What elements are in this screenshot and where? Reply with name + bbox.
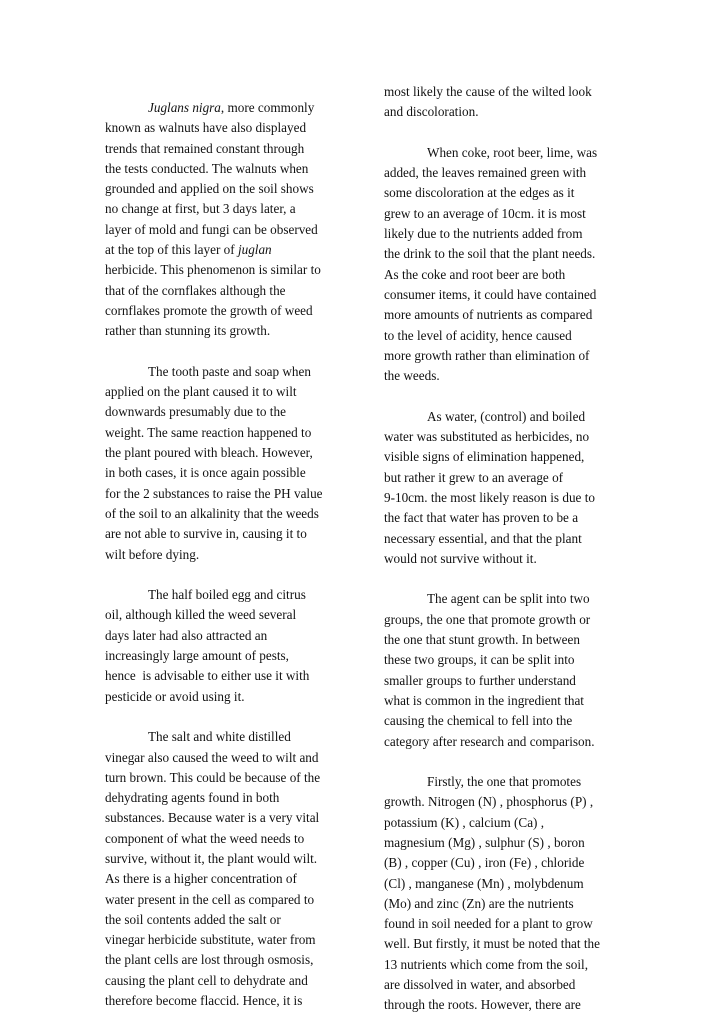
text-line: component of what the weed needs to [105,830,305,846]
text-line: for the 2 substances to raise the PH value [105,485,323,501]
text-line: the plant poured with bleach. However, [105,445,313,461]
text-line: turn brown. This could be because of the [105,769,321,785]
text-line: grounded and applied on the soil shows [105,181,314,197]
text-line: herbicide. This phenomenon is similar to [105,262,321,278]
italic-term: juglan [237,242,272,258]
paragraph-coke [384,143,628,387]
text-line: layer of mold and fungi can be observed [105,221,318,237]
text-line: increasingly large amount of pests, [105,648,289,664]
paragraph-water [384,407,628,569]
text-line: As the coke and root beer are both [384,266,566,282]
text-line: likely due to the nutrients added from [384,226,583,242]
text-line: of the soil to an alkalinity that the weeds [105,505,319,521]
text-line: are dissolved in water, and absorbed [384,977,576,993]
paragraph-salt-vinegar [105,727,345,1011]
text-line [105,240,345,260]
text-line: groups, the one that promote growth or [384,611,591,627]
text-line: (Mo) and zinc (Zn) are the nutrients [384,895,574,911]
text-line: dehydrating agents found in both [105,790,280,806]
text-line: well. But firstly, it must be noted that the [384,936,600,952]
paragraph-gap [105,707,345,727]
text-line: growth. Nitrogen (N) , phosphorus (P) , [384,794,594,810]
paragraph-continuation [384,82,628,123]
text-line: necessary essential, and that the plant [384,530,582,546]
text-line: known as walnuts have also displayed [105,120,307,136]
text-line: the weeds. [384,368,440,384]
left-column [105,98,345,1011]
text-line: the one that stunt growth. In between [384,632,580,648]
text-line: applied on the plant caused it to wilt [105,384,297,400]
text-line: As water, (control) and boiled [427,408,586,424]
text-line: potassium (K) , calcium (Ca) , [384,814,545,830]
text-line: trends that remained constant through [105,140,305,156]
paragraph-agent-groups [384,589,628,751]
text-line: in both cases, it is once again possible [105,465,306,481]
paragraph-gap [384,386,628,406]
text-line [105,98,345,118]
paragraph-gap [384,752,628,772]
paragraph-juglans [105,98,345,342]
text-line: through the roots. However, there are [384,997,581,1013]
paragraph-gap [105,342,345,362]
text-line: more amounts of nutrients as compared [384,307,593,323]
text-span: at the top of this layer of [105,242,238,258]
text-line: wilt before dying. [105,546,200,562]
text-line: 13 nutrients which come from the soil, [384,956,589,972]
text-line: vinegar also caused the weed to wilt and [105,749,319,765]
paragraph-gap [105,565,345,585]
text-line: some discoloration at the edges as it [384,185,575,201]
text-line: As there is a higher concentration of [105,871,297,887]
text-line: The agent can be split into two [427,591,590,607]
text-line: most likely the cause of the wilted look [384,84,592,99]
paragraph-egg [105,585,345,707]
text-line: substances. Because water is a very vital [105,810,320,826]
text-line: no change at first, but 3 days later, a [105,201,296,217]
text-line: and discoloration. [384,104,479,120]
text-line: oil, although killed the weed several [105,607,297,623]
text-line: added, the leaves remained green with [384,165,587,181]
text-line: downwards presumably due to the [105,404,286,420]
text-line: the drink to the soil that the plant needs. [384,246,596,262]
text-line: magnesium (Mg) , sulphur (S) , boron [384,834,585,850]
right-column [384,82,628,1016]
text-line: (Cl) , manganese (Mn) , molybdenum [384,875,584,891]
text-line: causing the chemical to fell into the [384,713,573,729]
text-line: hence is advisable to either use it with [105,668,310,684]
text-line: these two groups, it can be split into [384,652,575,668]
text-line: the tests conducted. The walnuts when [105,160,309,176]
text-line: the fact that water has proven to be a [384,510,579,526]
text-line: The tooth paste and soap when [148,363,311,379]
text-line: to the level of acidity, hence caused [384,327,572,343]
italic-term: Juglans nigra [148,100,221,115]
text-line: (B) , copper (Cu) , iron (Fe) , chloride [384,855,585,871]
text-line: Firstly, the one that promotes [427,774,582,790]
paragraph-toothpaste [105,362,345,565]
text-line: more growth rather than elimination of [384,347,590,363]
text-line: rather than stunning its growth. [105,323,271,339]
text-line: The half boiled egg and citrus [148,587,306,603]
text-line: pesticide or avoid using it. [105,688,245,704]
text-line: weight. The same reaction happened to [105,424,312,440]
text-line: what is common in the ingredient that [384,692,584,708]
text-line: visible signs of elimination happened, [384,449,585,465]
text-line: 9-10cm. the most likely reason is due to [384,489,595,505]
text-line: smaller groups to further understand [384,672,576,688]
text-line: water was substituted as herbicides, no [384,429,590,445]
text-line: survive, without it, the plant would wilt. [105,850,318,866]
text-line: causing the plant cell to dehydrate and [105,972,308,988]
text-line: water present in the cell as compared to [105,891,315,907]
text-span: , more commonly [220,100,315,115]
text-line: The salt and white distilled [148,729,291,745]
text-line: consumer items, it could have contained [384,286,597,302]
text-line: days later had also attracted an [105,627,268,643]
text-line: are not able to survive in, causing it to [105,526,307,542]
text-line: cornflakes promote the growth of weed [105,302,313,318]
text-line: When coke, root beer, lime, was [427,144,598,160]
text-line: grew to an average of 10cm. it is most [384,205,586,221]
text-line: vinegar herbicide substitute, water from [105,932,316,948]
text-line: but rather it grew to an average of [384,469,564,485]
text-line: the plant cells are lost through osmosis, [105,952,314,968]
text-line: would not survive without it. [384,550,537,566]
text-line: the soil contents added the salt or [105,911,281,927]
text-line: category after research and comparison. [384,733,595,749]
text-line: found in soil needed for a plant to grow [384,916,593,932]
paragraph-gap [384,123,628,143]
text-line: therefore become flaccid. Hence, it is [105,993,303,1009]
paragraph-gap [384,569,628,589]
text-line: that of the cornflakes although the [105,282,286,298]
paragraph-nutrients [384,772,628,1016]
